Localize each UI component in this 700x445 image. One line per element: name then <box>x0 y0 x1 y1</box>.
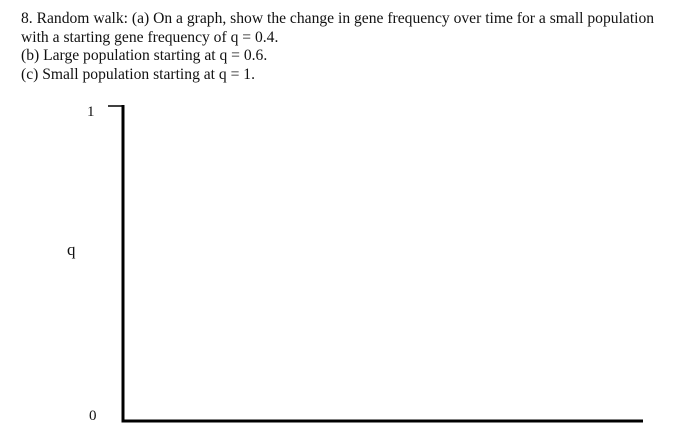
question-line-2: with a starting gene frequency of q = 0.4. <box>21 28 279 46</box>
y-axis-label: q <box>67 240 76 259</box>
question-line-3: (b) Large population starting at q = 0.6. <box>21 47 268 64</box>
question-line-1: 8. Random walk: (a) On a graph, show the change in gene frequency over time for a small population <box>21 10 655 27</box>
y-tick-label-0: 0 <box>89 408 97 424</box>
question-line-4: (c) Small population starting at q = 1. <box>21 65 255 83</box>
y-tick-label-1: 1 <box>87 104 95 120</box>
